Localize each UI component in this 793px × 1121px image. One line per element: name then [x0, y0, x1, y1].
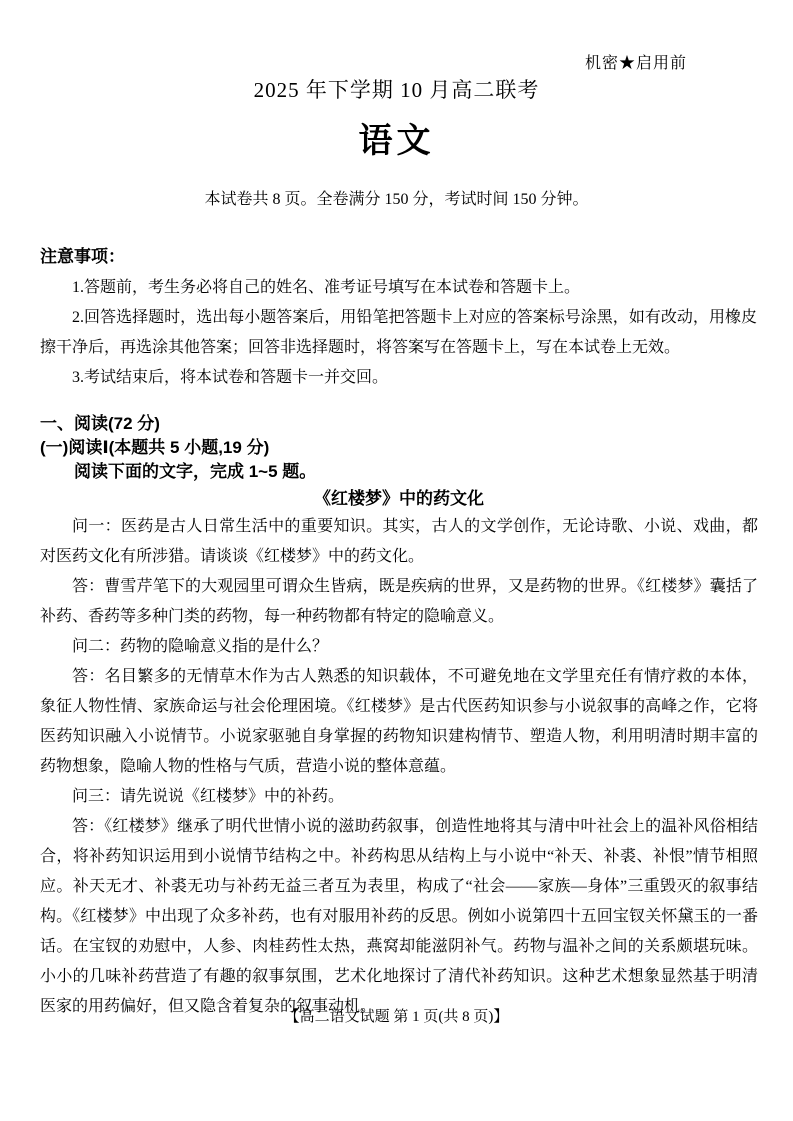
- subpart-heading: (一)阅读Ⅰ(本题共 5 小题,19 分): [40, 438, 270, 457]
- notice-item-3: 3.考试结束后，将本试卷和答题卡一并交回。: [72, 369, 389, 386]
- reading-section: [40, 412, 758, 1022]
- reading-instruction: 阅读下面的文字，完成 1~5 题。: [74, 462, 317, 481]
- passage-paragraph-1: 问一：医药是古人日常生活中的重要知识。其实，古人的文学创作，无论诗歌、小说、戏曲，都对医药文化有所涉猎。请谈谈《红楼梦》中的药文化。: [40, 518, 758, 565]
- passage-title: 《红楼梦》中的药文化: [314, 489, 484, 508]
- page-footer: 【高二语文试题 第 1 页(共 8 页)】: [284, 1009, 509, 1025]
- notice-item-1: 1.答题前，考生务必将自己的姓名、准考证号填写在本试卷和答题卡上。: [72, 279, 581, 296]
- subject-title: 语文: [358, 122, 435, 160]
- passage-paragraph-2: 答：曹雪芹笔下的大观园里可谓众生皆病，既是疾病的世界，又是药物的世界。《红楼梦》囊括了补药、香药等多种门类的药物，每一种药物都有特定的隐喻意义。: [40, 578, 758, 625]
- exam-session-title: 2025 年下学期 10 月高二联考: [253, 78, 540, 102]
- passage-paragraph-5: 问三：请先说说《红楼梦》中的补药。: [72, 788, 345, 805]
- notice-section: [40, 243, 757, 393]
- classification-banner: 机密★启用前: [584, 55, 687, 72]
- paper-info-line: 本试卷共 8 页。全卷满分 150 分，考试时间 150 分钟。: [204, 191, 589, 208]
- passage-paragraph-6: 答：《红楼梦》继承了明代世情小说的滋助药叙事，创造性地将其与清中叶社会上的温补风俗相结合，将补药知识运用到小说情节结构之中。补药构思从结构上与小说中“补天、补裘、补恨”情节相照应。补天无才、补裘无功与补药无益三者互为表里，构成了“社会——家族—身体”三重毁灭的叙事结构。《红楼梦》中出现了众多补药，也有对服用补药的反思。例如小说第四十五回宝钗关怀黛玉的一番话。在宝钗的劝慰中，人参、肉桂药性太热，燕窝却能滋阴补气。药物与温补之间的关系颇堪玩味。小小的几味补药营造了有趣的叙事氛围，艺术化地探讨了清代补药知识。这种艺术想象显然基于明清医家的用药偏好，但又隐含着复杂的叙事动机。: [40, 818, 758, 1015]
- part-heading: 一、阅读(72 分): [40, 414, 160, 433]
- notice-item-2: 2.回答选择题时，选出每小题答案后，用铅笔把答题卡上对应的答案标号涂黑，如有改动，用橡皮擦干净后，再选涂其他答案；回答非选择题时，将答案写在答题卡上，写在本试卷上无效。: [40, 309, 757, 356]
- notice-heading: 注意事项：: [40, 247, 125, 266]
- passage-paragraph-3: 问二：药物的隐喻意义指的是什么？: [72, 638, 329, 655]
- passage-paragraph-4: 答：名目繁多的无情草木作为古人熟悉的知识载体，不可避免地在文学里充任有情疗救的本体，象征人物性情、家族命运与社会伦理困境。《红楼梦》是古代医药知识参与小说叙事的高峰之作，它将医药知识融入小说情节。小说家驱驰自身掌握的药物知识建构情节、塑造人物，利用明清时期丰富的药物想象，隐喻人物的性格与气质，营造小说的整体意蕴。: [40, 668, 758, 775]
